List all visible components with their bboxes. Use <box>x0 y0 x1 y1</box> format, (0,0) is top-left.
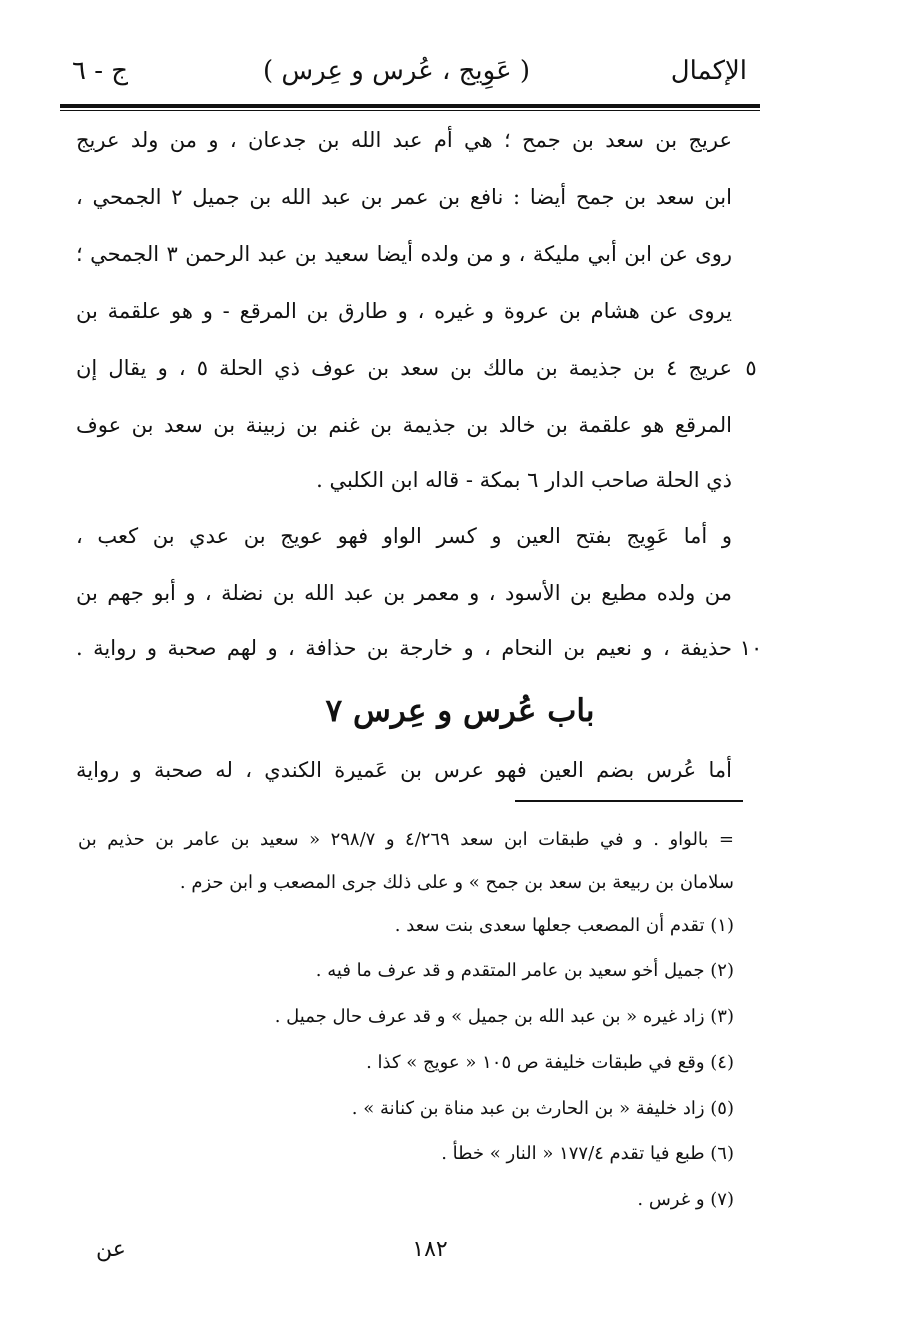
footnote-continuation-line: سلامان بن ربيعة بن سعد بن جمح » و على ذلك جرى المصعب و ابن حزم . <box>179 872 734 893</box>
line-number: ٥ <box>745 356 757 380</box>
body-line: من ولده مطيع بن الأسود ، و معمر بن عبد الله بن نضلة ، و أبو جهم بن <box>76 581 732 605</box>
footnote-separator <box>515 800 743 802</box>
entry-heading: ( عَوِيج ، عُرس و عِرس ) <box>263 56 530 86</box>
body-line: ذي الحلة صاحب الدار ٦ بمكة - قاله ابن الكلبي . <box>316 468 732 492</box>
body-line: حذيفة ، و نعيم بن النحام ، و خارجة بن حذافة ، و لهم صحبة و رواية . <box>76 636 732 660</box>
body-line: ابن سعد بن جمح أيضا : نافع بن عمر بن عبد الله بن جميل ٢ الجمحي ، <box>76 185 732 209</box>
body-line: عريج ٤ بن جذيمة بن مالك بن سعد بن عوف ذي الحلة ٥ ، و يقال إن <box>76 356 732 380</box>
footnote: (١) تقدم أن المصعب جعلها سعدى بنت سعد . <box>394 915 734 936</box>
footnote: (٤) وقع في طبقات خليفة ص ١٠٥ « عويج » كذا . <box>366 1052 734 1073</box>
page-number: ١٨٢ <box>412 1237 448 1262</box>
section-title: باب عُرس و عِرس ٧ <box>325 693 595 729</box>
section-body-line: أما عُرس بضم العين فهو عرس بن عَميرة الكندي ، له صحبة و رواية <box>76 758 732 782</box>
body-line: المرقع هو علقمة بن خالد بن جذيمة بن غنم بن زبينة بن سعد بن عوف <box>76 413 732 437</box>
footnote: (٥) زاد خليفة « بن الحارث بن عبد مناة بن كنانة » . <box>351 1098 734 1119</box>
footnote: (٣) زاد غيره « بن عبد الله بن جميل » و قد عرف حال جميل . <box>274 1006 734 1027</box>
body-line: روى عن ابن أبي مليكة ، و من ولده أيضا سعيد بن عبد الرحمن ٣ الجمحي ؛ <box>76 242 732 266</box>
book-title: الإكمال <box>670 56 747 86</box>
body-line: يروى عن هشام بن عروة و غيره ، و طارق بن المرقع - و هو علقمة بن <box>76 299 732 323</box>
catchword: عن <box>96 1237 126 1262</box>
header-rule-thin <box>60 110 760 111</box>
footnote-continuation-line: = بالواو . و في طبقات ابن سعد ٤/٢٦٩ و ٢٩٨/٧ « سعيد بن عامر بن حذيم بن <box>78 829 734 850</box>
footnote: (٦) طبع فيا تقدم ١٧٧/٤ « النار » خطأ . <box>441 1143 734 1164</box>
volume-label: ج - ٦ <box>72 56 129 86</box>
line-number: ١٠ <box>739 636 763 660</box>
body-line: عريج بن سعد بن جمح ؛ هي أم عبد الله بن جدعان ، و من ولد عريج <box>76 128 732 152</box>
header-rule <box>60 104 760 108</box>
footnote: (٧) و غرس . <box>637 1189 734 1210</box>
body-line: و أما عَوِيج بفتح العين و كسر الواو فهو عويج بن عدي بن كعب ، <box>76 524 732 548</box>
footnote: (٢) جميل أخو سعيد بن عامر المتقدم و قد عرف ما فيه . <box>315 960 734 981</box>
